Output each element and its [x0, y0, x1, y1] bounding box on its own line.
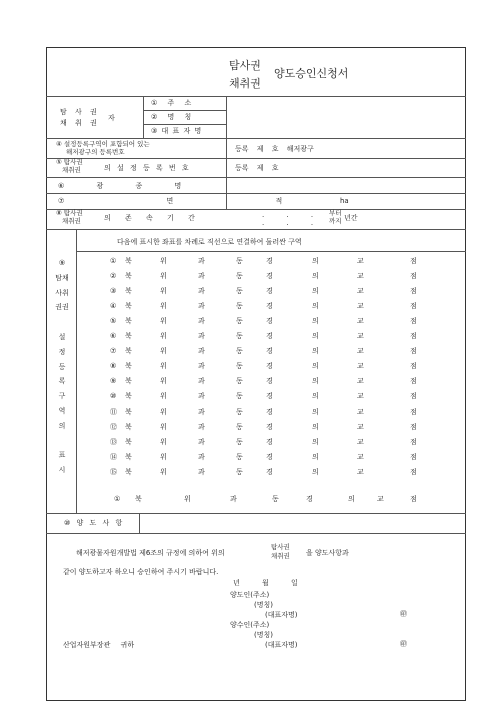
point-word: 북	[135, 494, 142, 503]
point-word: 위	[160, 377, 167, 386]
point-word: 교	[357, 317, 364, 326]
side-label-char: 설	[58, 333, 66, 341]
point-word: 점	[410, 347, 417, 356]
point-word: 과	[198, 257, 205, 265]
statement-line1-post: 을 양도사항과	[306, 549, 349, 557]
side-label-char: 표	[58, 451, 66, 460]
point-word: 동	[236, 257, 243, 265]
point-word: 동	[272, 494, 279, 503]
point-word: 경	[266, 422, 273, 431]
point-number: ③	[110, 287, 117, 296]
point-word: 점	[410, 332, 417, 341]
point-word: 과	[230, 494, 237, 503]
row8-label-line1: ⑧ 탐사권	[56, 209, 83, 217]
row4-label-line1: ④ 설정등록구역이 포함되어 있는	[56, 140, 150, 148]
point-word: 의	[312, 272, 319, 281]
field-address: ① 주 소	[151, 99, 196, 107]
title-line2: 채취권	[229, 77, 261, 90]
point-number: ⑮	[110, 467, 117, 476]
side-label-char: 의	[58, 421, 66, 430]
point-word: 점	[410, 362, 417, 371]
point-word: 교	[357, 437, 364, 446]
point-word: 점	[410, 407, 417, 416]
side-label-char: 시	[58, 466, 66, 475]
point-word: 과	[198, 422, 205, 431]
point-word: 의	[312, 332, 319, 341]
point-word: 위	[160, 347, 167, 356]
applicant-label-line2: 채 취 권	[60, 119, 100, 127]
point-word: 의	[312, 287, 319, 296]
point-word: 교	[357, 257, 364, 265]
row6-label: ⑥ 광 종 명	[58, 182, 182, 190]
point-word: 과	[198, 407, 205, 416]
point-word: 동	[236, 452, 243, 461]
side-label-char: 사취	[55, 288, 69, 297]
point-word: 북	[125, 317, 132, 326]
side-label-char: 역	[58, 407, 66, 415]
point-word: 동	[236, 347, 243, 356]
point-word: 의	[312, 347, 319, 356]
point-word: 북	[125, 332, 132, 341]
point-word: 위	[160, 272, 167, 281]
point-word: 위	[160, 362, 167, 371]
point-word: 경	[266, 257, 273, 265]
point-number: ⑧	[110, 362, 117, 371]
point-number: ⑪	[110, 407, 117, 416]
point-word: 동	[236, 272, 243, 281]
point-word: 의	[312, 392, 319, 401]
recipient: 산업자원부장관 귀하	[63, 641, 135, 649]
point-word: 의	[312, 422, 319, 431]
point-word: 과	[198, 302, 205, 311]
point-word: 북	[125, 452, 132, 461]
point-word: 교	[357, 332, 364, 341]
point-word: 의	[312, 437, 319, 446]
point-word: 교	[357, 302, 364, 311]
point-word: 점	[410, 287, 417, 296]
point-word: 동	[236, 332, 243, 341]
transferee-name: (명칭)	[254, 631, 273, 639]
point-word: 북	[125, 287, 132, 296]
point-word: 과	[198, 362, 205, 371]
point-word: 교	[357, 377, 364, 386]
point-word: 동	[236, 392, 243, 401]
point-word: 북	[125, 392, 132, 401]
statement-line1-mid1: 탐사권	[271, 543, 290, 551]
point-word: 의	[312, 317, 319, 326]
point-word: 동	[236, 437, 243, 446]
side-label-char: 권권	[55, 303, 69, 312]
point-word: 점	[410, 377, 417, 386]
row5-value: 등록 제 호	[235, 164, 279, 172]
point-number-last: ①	[114, 494, 121, 503]
point-word: 점	[410, 272, 417, 281]
point-word: 위	[184, 494, 191, 503]
point-word: 위	[160, 452, 167, 461]
point-word: 경	[266, 377, 273, 386]
point-word: 북	[125, 302, 132, 311]
point-word: 경	[266, 317, 273, 326]
row7-label: ⑦ 면 적	[58, 197, 283, 205]
point-word: 교	[377, 494, 384, 503]
point-word: 의	[312, 362, 319, 371]
point-word: 의	[312, 257, 319, 265]
point-word: 의	[312, 467, 319, 476]
point-word: 과	[198, 392, 205, 401]
point-word: 과	[198, 317, 205, 326]
point-word: 동	[236, 422, 243, 431]
row8-dots1: . . .	[262, 211, 324, 219]
point-word: 점	[410, 257, 417, 265]
point-word: 과	[198, 452, 205, 461]
point-word: 교	[357, 347, 364, 356]
point-word: 북	[125, 257, 132, 265]
point-word: 동	[236, 317, 243, 326]
point-word: 위	[160, 392, 167, 401]
point-word: 교	[357, 362, 364, 371]
point-word: 교	[357, 287, 364, 296]
point-word: 동	[236, 467, 243, 476]
row8-label-rest: 의 존 속 기 간	[104, 214, 201, 222]
point-word: 경	[266, 287, 273, 296]
point-word: 동	[236, 287, 243, 296]
point-word: 점	[410, 437, 417, 446]
row5-label-rest: 의 설 정 등 록 번 호	[104, 164, 191, 172]
point-word: 경	[266, 332, 273, 341]
point-word: 과	[198, 347, 205, 356]
point-word: 위	[160, 302, 167, 311]
point-word: 교	[357, 422, 364, 431]
point-word: 경	[266, 407, 273, 416]
point-word: 과	[198, 272, 205, 281]
statement-line1-mid2: 채취권	[271, 552, 290, 560]
point-word: 북	[125, 377, 132, 386]
row5-label-line2: 채취권	[62, 166, 81, 174]
point-word: 의	[348, 494, 355, 503]
point-word: 경	[266, 347, 273, 356]
transferor-rep: (대표자명)	[265, 611, 298, 619]
point-word: 과	[198, 287, 205, 296]
point-number: ⑬	[110, 437, 117, 446]
point-word: 위	[160, 332, 167, 341]
row8-to: 까지	[329, 217, 342, 225]
point-number: ⑤	[110, 317, 117, 326]
point-word: 경	[266, 437, 273, 446]
point-number: ⑩	[110, 392, 117, 401]
field-name: ② 명 칭	[151, 113, 196, 121]
field-representative: ③ 대 표 자 명	[151, 127, 203, 135]
point-word: 경	[266, 302, 273, 311]
point-word: 교	[357, 407, 364, 416]
transferee-address: 양수인(주소)	[230, 621, 270, 629]
side-label-char: 구	[58, 392, 66, 401]
point-word: 점	[410, 452, 417, 461]
row4-label-line2: 해저광구의 등록번호	[66, 148, 125, 156]
point-word: 경	[266, 467, 273, 476]
point-word: 위	[160, 467, 167, 476]
side-label-char: 록	[58, 377, 66, 386]
point-number: ④	[110, 302, 117, 311]
point-word: 경	[266, 272, 273, 281]
row8-dots2: . . .	[262, 219, 324, 227]
statement-line1-pre: 해저광물자원개발법 제6조의 규정에 의하여 위의	[76, 549, 225, 557]
side-label-char: 정	[58, 347, 66, 356]
point-word: 의	[312, 452, 319, 461]
point-word: 위	[160, 287, 167, 296]
row8-years: 년간	[344, 214, 358, 222]
point-word: 동	[236, 362, 243, 371]
point-word: 교	[357, 467, 364, 476]
row4-value: 등록 제 호 해저광구	[235, 145, 314, 153]
point-number: ⑦	[110, 347, 117, 356]
point-word: 위	[160, 317, 167, 326]
point-word: 교	[357, 392, 364, 401]
transferor-name: (명칭)	[254, 601, 273, 609]
point-word: 경	[266, 392, 273, 401]
point-word: 과	[198, 332, 205, 341]
point-word: 북	[125, 467, 132, 476]
point-word: 북	[125, 422, 132, 431]
point-word: 점	[410, 392, 417, 401]
point-number: ⑫	[110, 422, 117, 431]
point-word: 위	[160, 257, 167, 265]
point-number: ⑭	[110, 452, 117, 461]
point-word: 의	[312, 407, 319, 416]
point-word: 경	[306, 494, 313, 503]
point-word: 북	[125, 362, 132, 371]
transferor-seal-icon: ㊞	[400, 610, 407, 618]
point-word: 점	[410, 302, 417, 311]
point-word: 위	[160, 407, 167, 416]
point-word: 교	[357, 452, 364, 461]
point-number: ⑨	[110, 377, 117, 386]
point-word: 위	[160, 422, 167, 431]
transferee-rep: (대표자명)	[265, 641, 298, 649]
row8-label-line2: 채취권	[62, 217, 81, 225]
side-label-char: 탐채	[55, 273, 69, 282]
row7-unit: ha	[340, 197, 349, 205]
point-word: 북	[125, 272, 132, 281]
point-word: 의	[312, 377, 319, 386]
point-word: 과	[198, 467, 205, 476]
area-instruction: 다음에 표시한 좌표를 차례로 직선으로 연결하여 둘러싼 구역	[117, 238, 302, 246]
point-number: ②	[110, 272, 117, 281]
transferor-address: 양도인(주소)	[230, 591, 270, 599]
point-word: 동	[236, 377, 243, 386]
point-word: 의	[312, 302, 319, 311]
title-main: 양도승인신청서	[274, 67, 349, 80]
title-line1: 탐사권	[229, 59, 261, 72]
applicant-label-line1: 탐 사 권	[60, 108, 100, 116]
point-word: 점	[410, 317, 417, 326]
applicant-label-suffix: 자	[108, 114, 115, 122]
point-number: ①	[110, 257, 117, 265]
statement-date: 년 월 일	[233, 579, 298, 587]
point-word: 경	[266, 362, 273, 371]
side-label-char: ⑨	[58, 259, 66, 267]
transferee-seal-icon: ㊞	[400, 640, 407, 648]
transfer-label: ⑩ 양 도 사 항	[64, 519, 125, 527]
point-word: 북	[125, 407, 132, 416]
point-word: 과	[198, 437, 205, 446]
side-label-char: 등	[58, 362, 66, 371]
row5-label-line1: ⑤ 탐사권	[56, 158, 83, 166]
point-word: 과	[198, 377, 205, 386]
point-word: 경	[266, 452, 273, 461]
statement-line2: 같이 양도하고자 하오니 승인하여 주시기 바랍니다.	[63, 568, 219, 576]
point-number: ⑥	[110, 332, 117, 341]
point-word: 동	[236, 407, 243, 416]
point-word: 점	[410, 467, 417, 476]
point-word: 북	[125, 347, 132, 356]
point-word: 위	[160, 437, 167, 446]
point-word: 동	[236, 302, 243, 311]
point-word: 점	[410, 494, 417, 503]
row8-from: 부터	[329, 209, 342, 217]
point-word: 점	[410, 422, 417, 431]
point-word: 북	[125, 437, 132, 446]
point-word: 교	[357, 272, 364, 281]
